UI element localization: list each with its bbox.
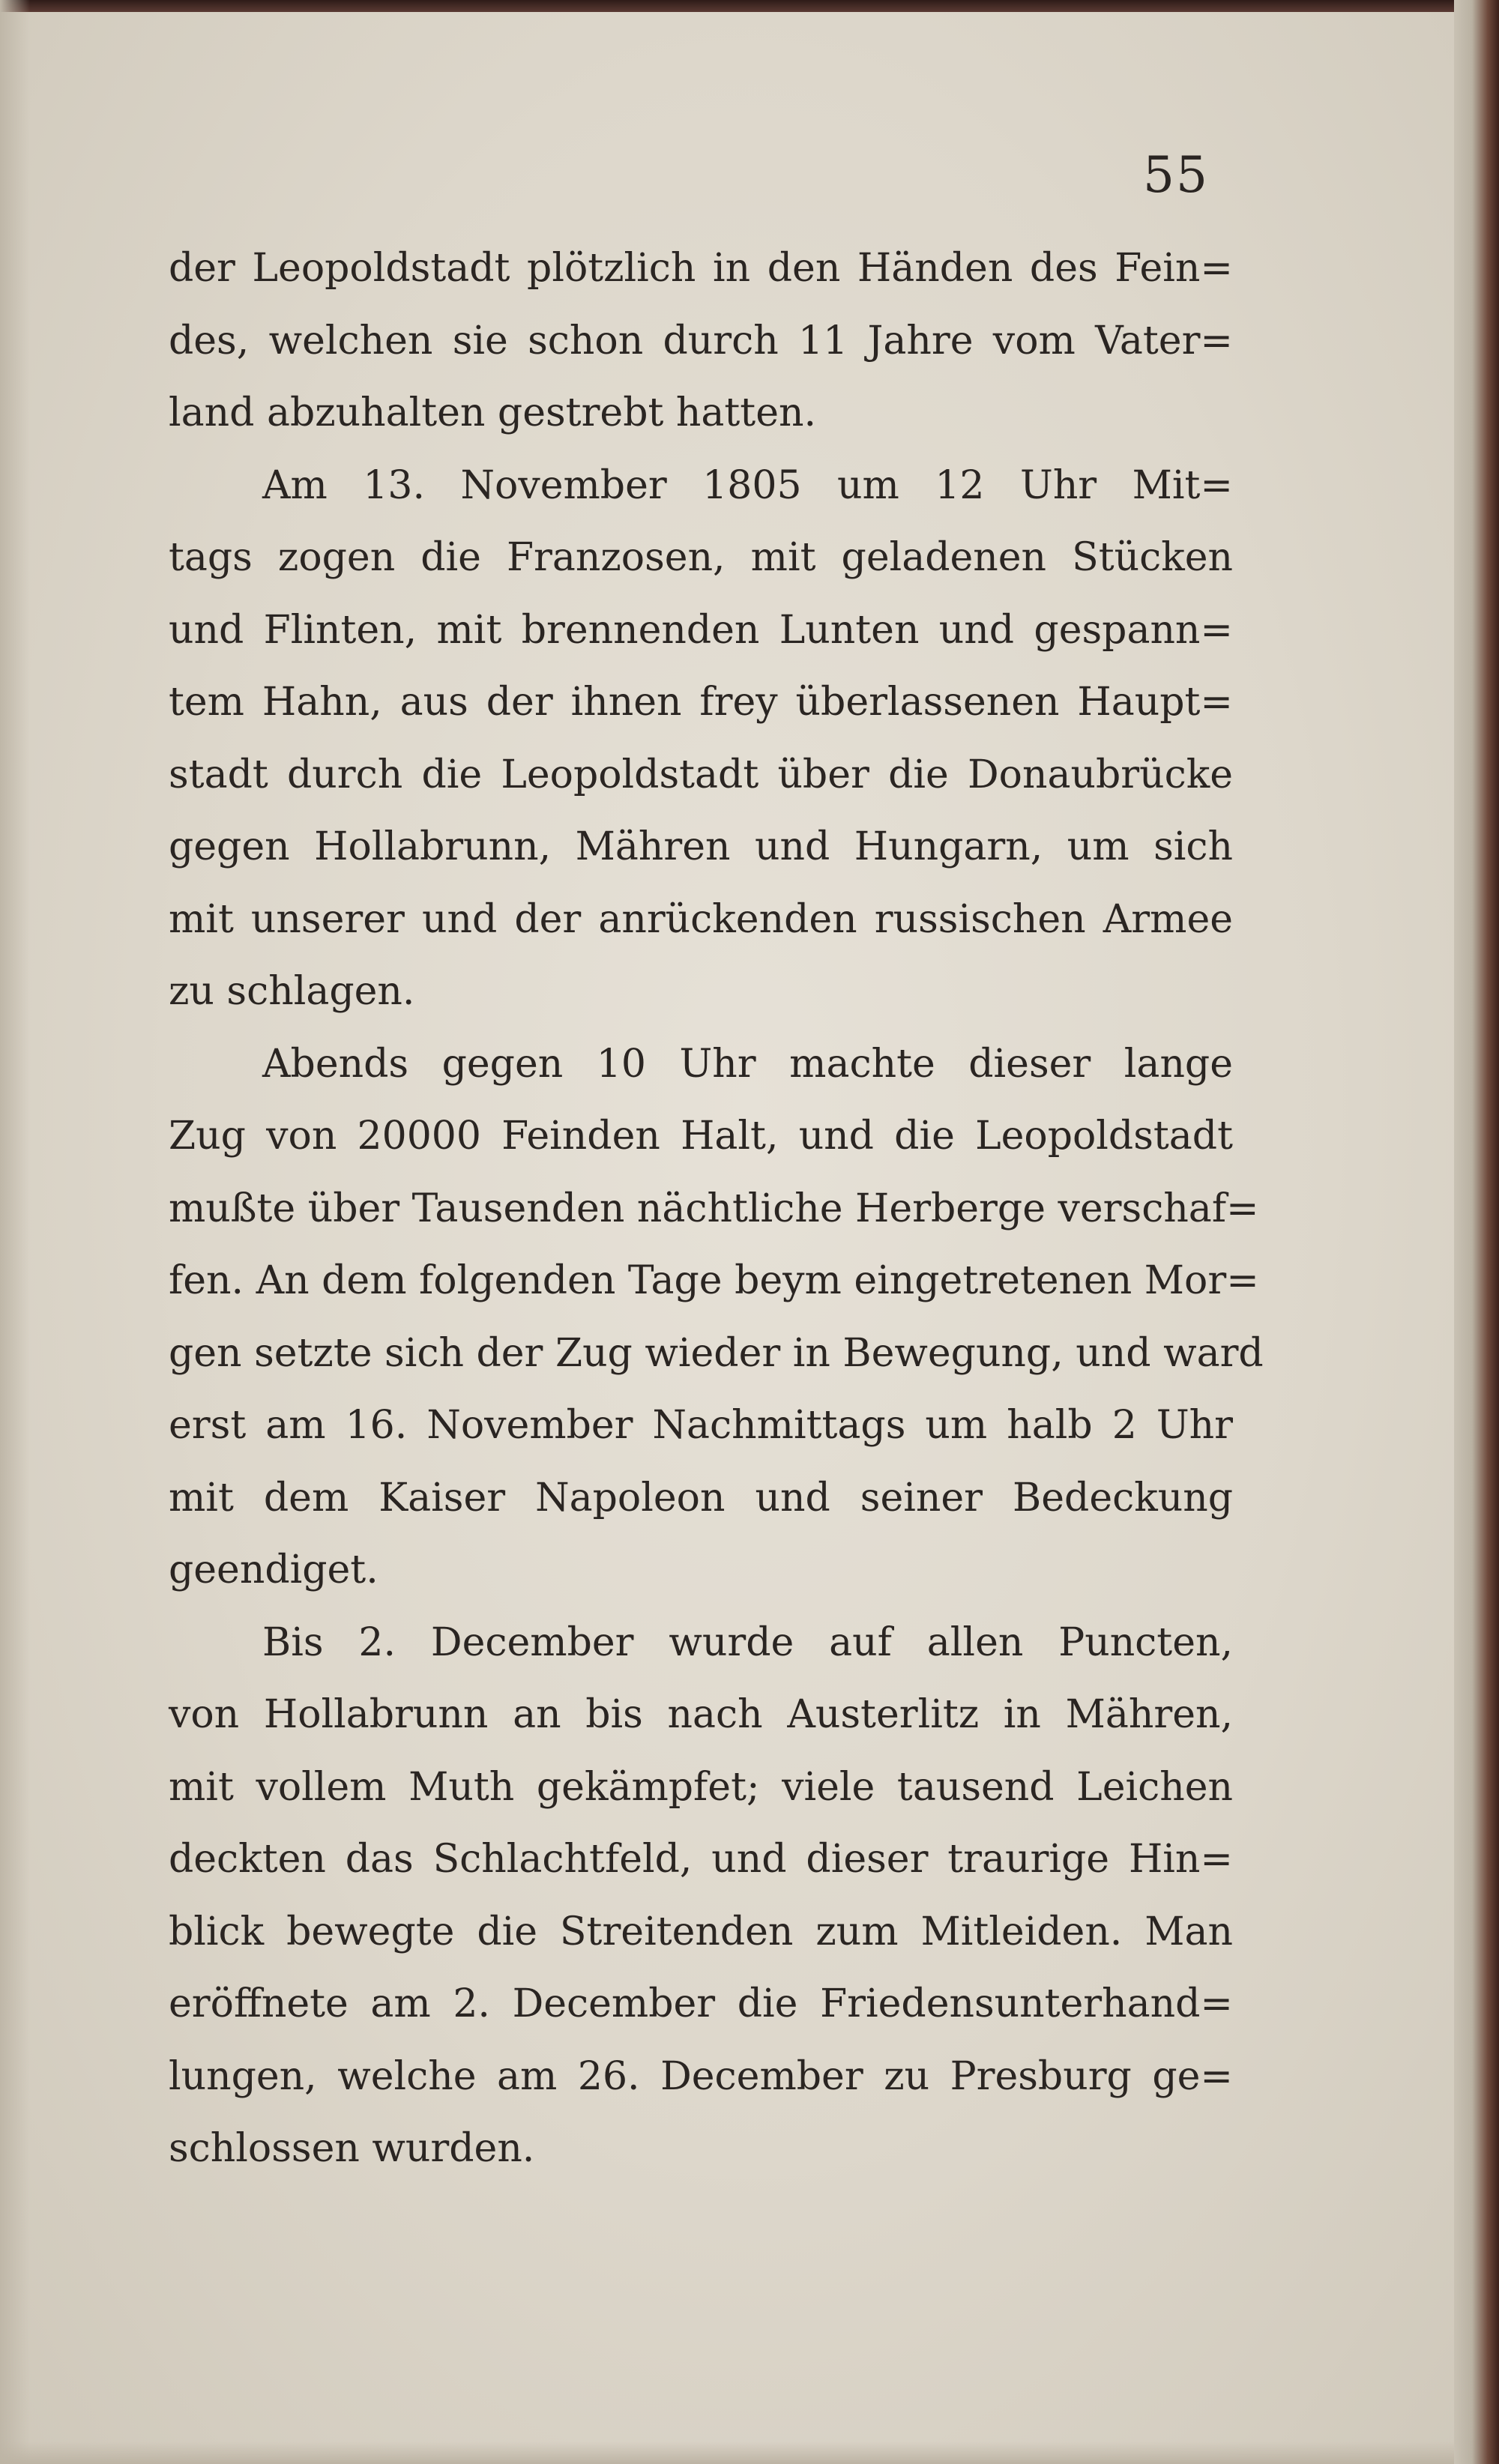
text-line: lungen, welche am 26. December zu Presburg ge= [169,2053,1233,2099]
text-line: mit unserer und der anrückenden russischen Armee [169,896,1233,942]
text-line: der Leopoldstadt plötzlich in den Händen des Fein= [169,246,1233,291]
text-line: Zug von 20000 Feinden Halt, und die Leopoldstadt [169,1114,1233,1159]
text-line: von Hollabrunn an bis nach Austerlitz in Mähren, [169,1692,1233,1737]
text-line: schlossen wurden. [169,2126,535,2171]
paragraph [169,232,1233,450]
text-line: land abzuhalten gestrebt hatten. [169,390,816,435]
text-line: tags zogen die Franzosen, mit geladenen Stücken [169,535,1233,580]
text-line: blick bewegte die Streitenden zum Mitleiden. Man [169,1909,1233,1954]
page-number: 55 [1143,146,1209,204]
text-line: eröffnete am 2. December die Friedensunterhand= [169,1981,1233,2026]
book-right-edge [1454,0,1499,2464]
text-line: mit vollem Muth gekämpfet; viele tausend Leichen [169,1764,1233,1810]
text-line: erst am 16. November Nachmittags um halb 2 Uhr [169,1403,1233,1448]
text-line: Abends gegen 10 Uhr machte dieser lange [262,1041,1233,1087]
text-line: deckten das Schlachtfeld, und dieser traurige Hin= [169,1837,1233,1882]
page-top-edge [0,0,1499,12]
text-line: mit dem Kaiser Napoleon und seiner Bedeckung [169,1475,1233,1521]
text-line: geendiget. [169,1547,378,1592]
text-line: und Flinten, mit brennenden Lunten und gespann= [169,607,1233,653]
paragraph [169,450,1233,1028]
text-line: Bis 2. December wurde auf allen Puncten, [262,1619,1233,1665]
text-line: gen setzte sich der Zug wieder in Bewegung, und ward [169,1330,1264,1376]
paragraph [169,1028,1264,1607]
text-line: zu schlagen. [169,969,415,1014]
paragraph [169,1607,1233,2185]
text-line: mußte über Tausenden nächtliche Herberge verschaf= [169,1186,1259,1231]
text-line: tem Hahn, aus der ihnen frey überlassenen Haupt= [169,680,1233,725]
body-text [169,232,1264,2185]
text-line: gegen Hollabrunn, Mähren und Hungarn, um sich [169,824,1233,869]
text-line: des, welchen sie schon durch 11 Jahre vom Vater= [169,318,1233,363]
text-line: fen. An dem folgenden Tage beym eingetretenen Mor= [169,1258,1259,1303]
text-line: stadt durch die Leopoldstadt über die Donaubrücke [169,752,1233,797]
text-line: Am 13. November 1805 um 12 Uhr Mit= [262,462,1233,508]
gutter-shadow [0,0,30,2464]
page-bottom-edge [0,2442,1499,2464]
